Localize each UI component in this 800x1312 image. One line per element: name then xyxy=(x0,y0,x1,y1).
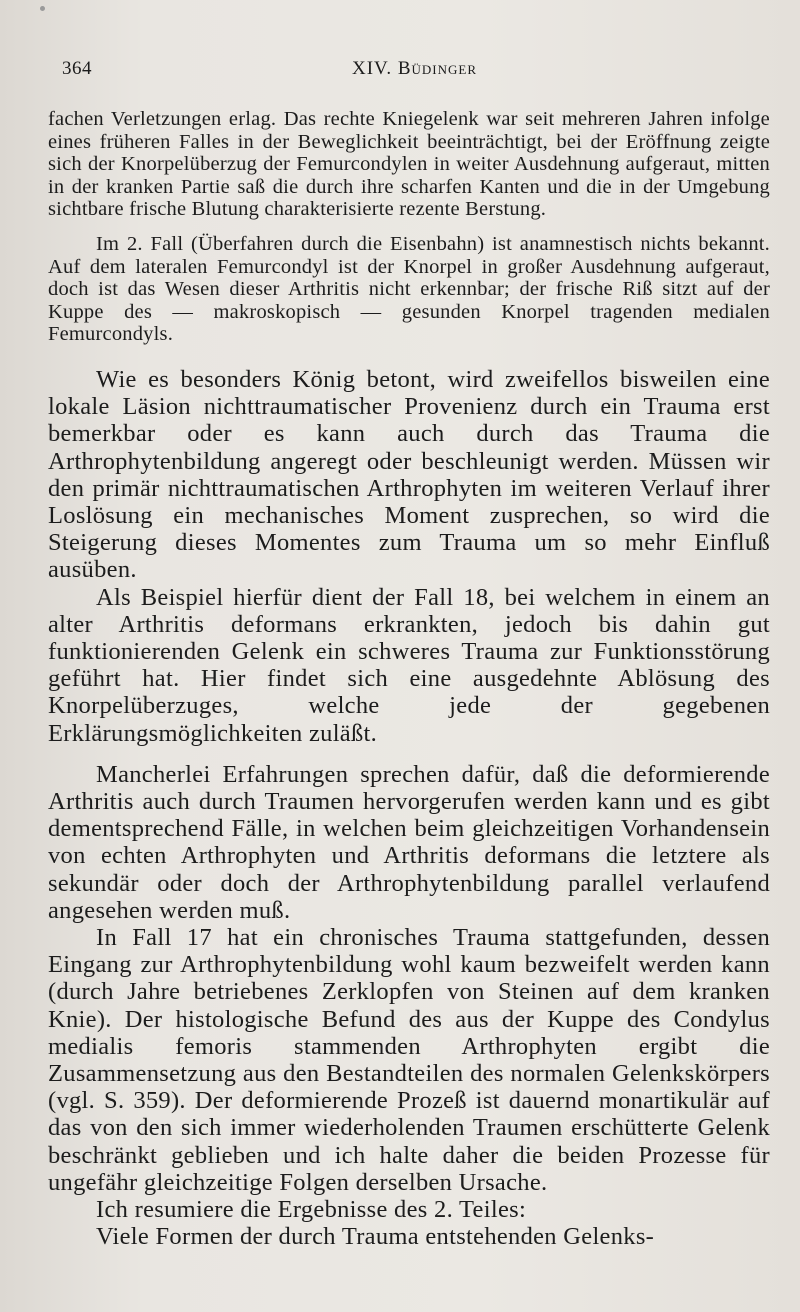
page-body xyxy=(48,108,770,1250)
paragraph-small-1: fachen Verletzungen erlag. Das rechte Kniegelenk war seit mehreren Jahren infolge eines früheren Falles in der Beweglichkeit beeinträchtigt, bei der Eröffnung zeigte sich der Knorpelüberzug der Femurcondylen in weiter Ausdehnung aufgeraut, mitten in der kranken Partie saß die durch ihre scharfen Kanten und die in der Umgebung sichtbare frische Blutung charakterisierte rezente Berstung. xyxy=(48,108,770,221)
paper-speck xyxy=(40,6,45,11)
small-print-section xyxy=(48,108,770,366)
paragraph-4: In Fall 17 hat ein chronisches Trauma stattgefunden, dessen Eingang zur Arthrophytenbildung wohl kaum bezweifelt werden kann (durch Jahre betriebenes Zerklopfen von Steinen auf dem kranken Knie). Der histologische Befund des aus der Kuppe des Condylus medialis femoris stammenden Arthrophyten ergibt die Zusammensetzung aus den Bestandteilen des normalen Gelenkskörpers (vgl. S. 359). Der deformierende Prozeß ist dauernd monartikulär auf das von den sich immer wiederholenden Traumen erschütterte Gelenk beschränkt geblieben und ich halte daher die beiden Prozesse für ungefähr gleichzeitige Folgen derselben Ursache. xyxy=(48,924,770,1196)
main-text-section xyxy=(48,366,770,1251)
page-header xyxy=(62,58,770,86)
paragraph-1: Wie es besonders König betont, wird zweifellos bisweilen eine lokale Läsion nichttraumatischer Provenienz durch ein Trauma erst bemerkbar oder es kann auch durch das Trauma die Arthrophytenbildung angeregt oder beschleunigt werden. Müssen wir den primär nichttraumatischen Arthrophyten im weiteren Verlauf ihrer Loslösung ein mechanisches Moment zusprechen, so wird die Steigerung dieses Momentes zum Trauma um so mehr Einfluß ausüben. xyxy=(48,365,770,584)
running-head: XIV. Büdinger xyxy=(352,58,477,79)
paragraph-2: Als Beispiel hierfür dient der Fall 18, bei welchem in einem an alter Arthritis deformans erkrankten, jedoch bis dahin gut funktionierenden Gelenk ein schweres Trauma zur Funktionsstörung geführt hat. Hier findet sich eine ausgedehnte Ablösung des Knorpelüberzuges, welche jede der gegebenen Erklärungsmöglichkeiten zuläßt. xyxy=(48,583,770,747)
paragraph-5: Ich resumiere die Ergebnisse des 2. Teiles: xyxy=(96,1196,527,1224)
last-line: Viele Formen der durch Trauma entstehenden Gelenks- xyxy=(96,1223,655,1251)
paragraph-3: Mancherlei Erfahrungen sprechen dafür, daß die deformierende Arthritis auch durch Traumen hervorgerufen werden kann und es gibt dementsprechend Fälle, in welchen beim gleichzeitigen Vorhandensein von echten Arthrophyten und Arthritis deformans die letztere als sekundär oder doch der Arthrophytenbildung parallel verlaufend angesehen werden muß. xyxy=(48,760,770,924)
paragraph-small-2: Im 2. Fall (Überfahren durch die Eisenbahn) ist anamnestisch nichts bekannt. Auf dem lateralen Femurcondyl ist der Knorpel in großer Ausdehnung aufgeraut, doch ist das Wesen dieser Arthritis nicht erkennbar; der frische Riß sitzt auf der Kuppe des — makroskopisch — gesunden Knorpel tragenden medialen Femurcondyls. xyxy=(48,232,770,346)
page-number: 364 xyxy=(62,58,92,79)
